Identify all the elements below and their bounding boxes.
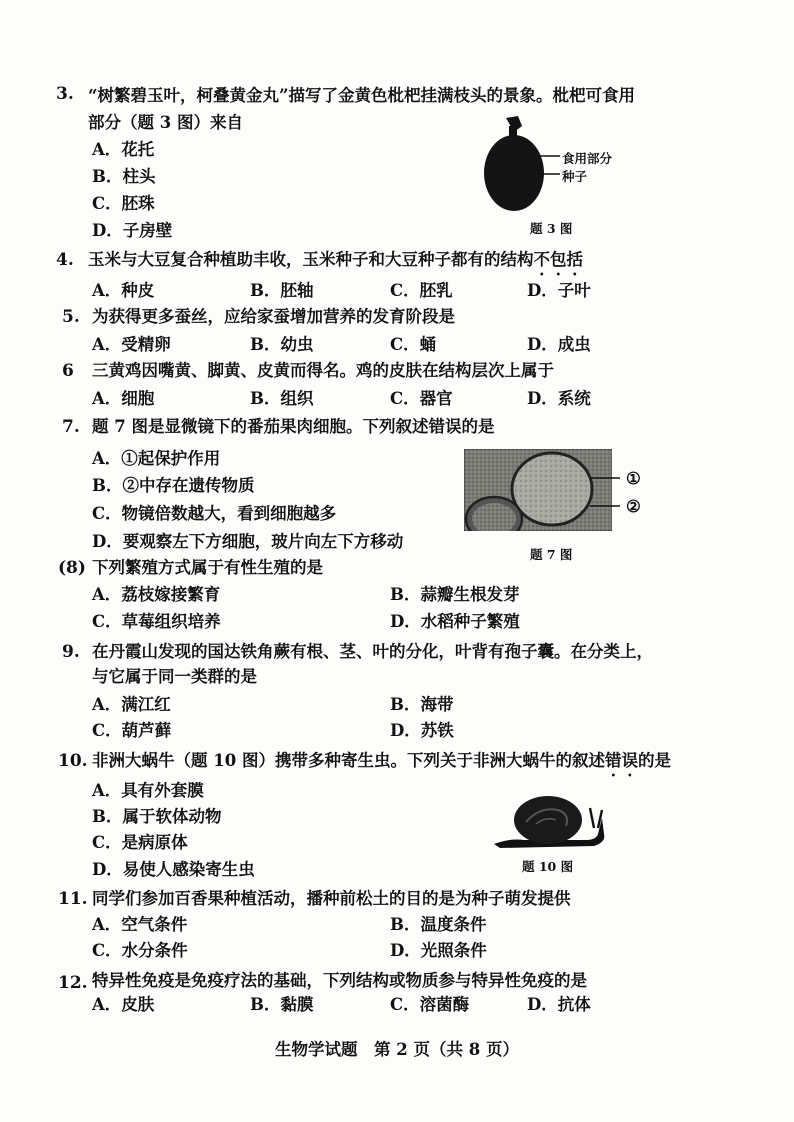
- option-c: C．葫芦藓: [92, 721, 172, 740]
- option-d: D．抗体: [527, 995, 591, 1014]
- option-a: A．满江红: [92, 695, 171, 714]
- option-a: A．细胞: [92, 389, 155, 408]
- option-c: C．胚乳: [390, 281, 453, 300]
- option-a: A．荔枝嫁接繁育: [92, 585, 221, 604]
- snail-figure: [490, 788, 606, 850]
- option-c: C．胚珠: [92, 194, 155, 213]
- page-footer: 生物学试题 第 2 页（共 8 页）: [275, 1040, 519, 1059]
- question-stem: “树繁碧玉叶，柯叠黄金丸”描写了金黄色枇杷挂满枝头的景象。枇杷可食用: [88, 86, 635, 105]
- option-a: A．空气条件: [92, 915, 188, 934]
- loquat-figure: [478, 108, 628, 233]
- question-stem: 同学们参加百香果种植活动，播种前松土的目的是为种子萌发提供: [92, 889, 571, 908]
- option-d: D．子房壁: [92, 221, 173, 240]
- question-number: 12.: [58, 973, 88, 993]
- option-b: B．蒜瓣生根发芽: [390, 585, 520, 604]
- option-a: A．具有外套膜: [92, 781, 204, 800]
- question-number: 5.: [62, 307, 80, 327]
- question-stem: 下列繁殖方式属于有性生殖的是: [92, 558, 323, 577]
- option-c: C．蛹: [390, 335, 437, 354]
- option-c: C．物镜倍数越大，看到细胞越多: [92, 504, 337, 523]
- question-number: 3.: [56, 84, 74, 104]
- option-c: C．水分条件: [92, 941, 188, 960]
- option-a: A．受精卵: [92, 335, 171, 354]
- question-stem: 部分（题 3 图）来自: [88, 113, 243, 132]
- option-b: B．温度条件: [390, 915, 487, 934]
- option-d: D．子叶: [527, 281, 591, 300]
- option-d: D．成虫: [527, 335, 591, 354]
- question-stem: 题 7 图是显微镜下的番茄果肉细胞。下列叙述错误的是: [92, 417, 495, 436]
- option-d: D．系统: [527, 389, 591, 408]
- option-a: A．种皮: [92, 281, 155, 300]
- question-number: 6: [62, 361, 74, 381]
- label-edible-part: 食用部分: [562, 151, 613, 166]
- label-seed: 种子: [562, 169, 588, 184]
- question-stem: 与它属于同一类群的是: [92, 667, 257, 686]
- pointer-lines: [590, 470, 630, 514]
- question-number: 7.: [62, 417, 80, 437]
- option-c: C．溶菌酶: [390, 995, 470, 1014]
- figure-caption: 题 10 图: [522, 859, 574, 874]
- option-d: D．光照条件: [390, 941, 487, 960]
- question-stem: 三黄鸡因嘴黄、脚黄、皮黄而得名。鸡的皮肤在结构层次上属于: [92, 361, 554, 380]
- label-1: ①: [626, 469, 641, 488]
- question-number: 10.: [58, 751, 88, 771]
- option-d: D．水稻种子繁殖: [390, 612, 520, 631]
- option-b: B．属于软体动物: [92, 807, 222, 826]
- figure-caption: 题 3 图: [530, 221, 573, 236]
- figure-caption: 题 7 图: [530, 547, 573, 562]
- option-c: C．器官: [390, 389, 453, 408]
- option-b: B．柱头: [92, 167, 156, 186]
- question-number: 11.: [58, 889, 88, 909]
- question-stem: 玉米与大豆复合种植助丰收，玉米种子和大豆种子都有的结构不包括: [88, 250, 583, 269]
- question-number: 4.: [56, 250, 74, 270]
- question-stem: 在丹霞山发现的国达铁角蕨有根、茎、叶的分化，叶背有孢子囊。在分类上，: [92, 642, 653, 661]
- question-number: (8): [58, 558, 86, 578]
- option-d: D．易使人感染寄生虫: [92, 860, 255, 879]
- option-b: B．幼虫: [250, 335, 314, 354]
- question-stem: 特异性免疫是免疫疗法的基础，下列结构或物质参与特异性免疫的是: [92, 971, 587, 990]
- option-a: A．花托: [92, 140, 155, 159]
- option-a: A．皮肤: [92, 995, 155, 1014]
- option-c: C．是病原体: [92, 833, 188, 852]
- option-d: D．苏铁: [390, 721, 454, 740]
- label-2: ②: [626, 497, 641, 516]
- question-stem: 为获得更多蚕丝，应给家蚕增加营养的发育阶段是: [92, 307, 455, 326]
- option-d: D．要观察左下方细胞，玻片向左下方移动: [92, 532, 404, 551]
- option-a: A．①起保护作用: [92, 449, 221, 468]
- question-number: 9.: [62, 642, 80, 662]
- option-b: B．组织: [250, 389, 314, 408]
- option-c: C．草莓组织培养: [92, 612, 221, 631]
- option-b: B．海带: [390, 695, 454, 714]
- option-b: B．胚轴: [250, 281, 314, 300]
- option-b: B．黏膜: [250, 995, 314, 1014]
- question-stem: 非洲大蜗牛（题 10 图）携带多种寄生虫。下列关于非洲大蜗牛的叙述错误的是: [92, 751, 671, 770]
- option-b: B．②中存在遗传物质: [92, 476, 255, 495]
